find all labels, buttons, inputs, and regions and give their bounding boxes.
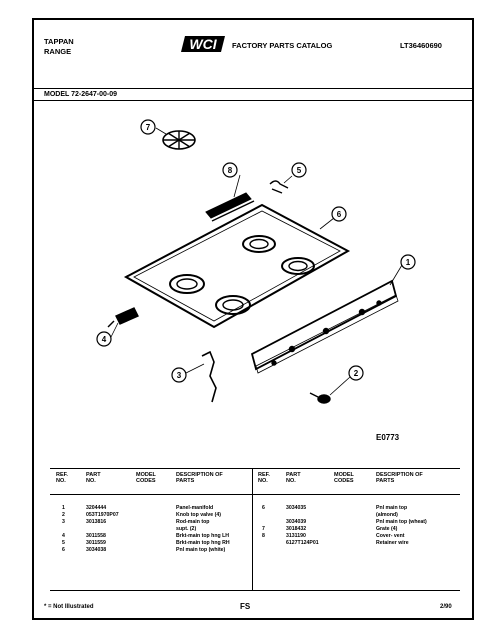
callout-6 xyxy=(332,207,346,221)
callout-2 xyxy=(349,366,363,380)
header-model-codes: MODEL CODES xyxy=(136,472,156,484)
header-ref-no: REF. NO. xyxy=(258,472,270,484)
retainer-wire-illustration xyxy=(270,181,288,193)
section-code: FS xyxy=(240,602,251,611)
callout-5 xyxy=(292,163,306,177)
callout-8 xyxy=(223,163,237,177)
callout-4 xyxy=(97,332,111,346)
grate-illustration xyxy=(163,131,195,149)
header-part-no: PART NO. xyxy=(286,472,301,484)
support-rod xyxy=(202,352,216,402)
catalog-number: LT36460690 xyxy=(400,41,442,50)
catalog-title: FACTORY PARTS CATALOG xyxy=(232,41,333,50)
burner-opening xyxy=(216,296,250,314)
product-type: RANGE xyxy=(44,47,72,56)
svg-text:4: 4 xyxy=(101,335,107,344)
knob-illustration xyxy=(310,393,330,403)
brand-name: TAPPAN xyxy=(44,37,74,46)
burner-opening xyxy=(282,258,314,274)
callout-1 xyxy=(401,255,415,269)
table-header-rule xyxy=(50,494,460,495)
callout-3 xyxy=(172,368,186,382)
table-top-rule xyxy=(50,468,460,469)
svg-text:5: 5 xyxy=(296,166,302,175)
svg-text:6: 6 xyxy=(336,210,342,219)
table-column-divider xyxy=(252,468,253,590)
svg-text:8: 8 xyxy=(227,166,233,175)
svg-text:3: 3 xyxy=(176,371,182,380)
wci-logo xyxy=(181,34,229,54)
diagram-code: E0773 xyxy=(376,433,400,442)
model-label: MODEL 72-2647-00-09 xyxy=(44,91,118,98)
burner-opening xyxy=(170,275,204,293)
revision-date: 2/90 xyxy=(440,604,452,610)
header-part-no: PART NO. xyxy=(86,472,101,484)
table-bottom-rule xyxy=(50,590,460,591)
exploded-parts-diagram xyxy=(34,101,472,453)
svg-text:2: 2 xyxy=(353,369,359,378)
header-divider xyxy=(34,88,472,89)
header-ref-no: REF. NO. xyxy=(56,472,68,484)
header-description: DESCRIPTION OF PARTS xyxy=(176,472,223,484)
logo-text: WCI xyxy=(189,36,217,52)
svg-text:7: 7 xyxy=(145,123,151,132)
burner-opening xyxy=(243,236,275,252)
callout-7 xyxy=(141,120,155,134)
svg-text:1: 1 xyxy=(405,258,411,267)
header-model-codes: MODEL CODES xyxy=(334,472,354,484)
not-illustrated-note: * = Not Illustrated xyxy=(44,604,94,610)
header-description: DESCRIPTION OF PARTS xyxy=(376,472,423,484)
left-hinge-bracket xyxy=(116,308,138,324)
